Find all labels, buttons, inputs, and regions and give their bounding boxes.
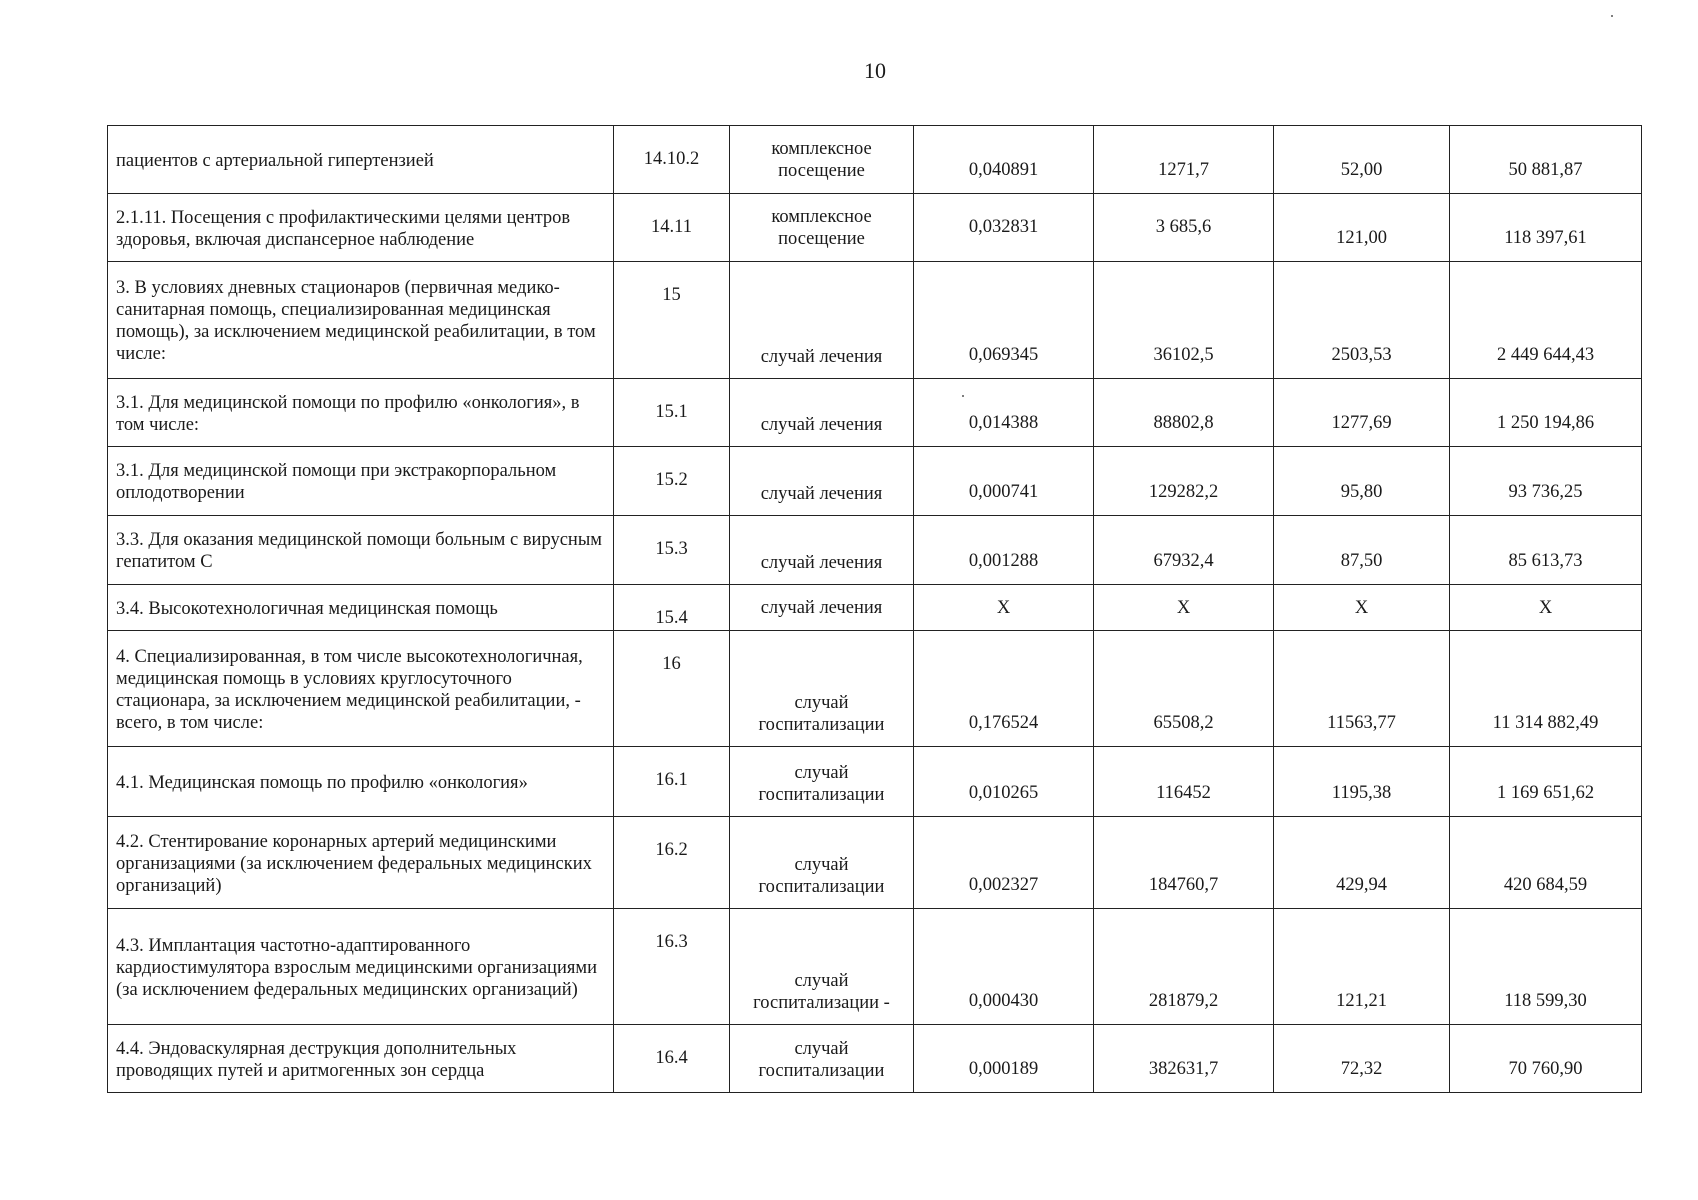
row-value-2: 184760,7: [1094, 817, 1274, 909]
row-value-4: 1 250 194,86: [1450, 379, 1642, 447]
row-code: 15.1: [614, 379, 730, 447]
row-value-2: 129282,2: [1094, 447, 1274, 516]
row-value-3: 429,94: [1274, 817, 1450, 909]
row-value-3: 121,00: [1274, 194, 1450, 262]
row-value-1: 0,000741: [914, 447, 1094, 516]
row-value-4: X: [1450, 585, 1642, 631]
row-description: 4.2. Стентирование коронарных артерий медицинскими организациями (за исключением федеральных медицинских организаций): [108, 817, 614, 909]
table-row: [108, 585, 1642, 631]
row-value-2: 65508,2: [1094, 631, 1274, 747]
row-value-2: 116452: [1094, 747, 1274, 817]
row-value-2: 281879,2: [1094, 909, 1274, 1025]
row-value-4: 118 599,30: [1450, 909, 1642, 1025]
row-value-4: 420 684,59: [1450, 817, 1642, 909]
row-value-1: X: [914, 585, 1094, 631]
table-row: [108, 194, 1642, 262]
row-description: 4.3. Имплантация частотно-адаптированного кардиостимулятора взрослым медицинскими организациями (за исключением федеральных медицинских организаций): [108, 909, 614, 1025]
row-unit: случай госпитализации: [730, 747, 914, 817]
row-description: 4.1. Медицинская помощь по профилю «онкология»: [108, 747, 614, 817]
row-description: 3. В условиях дневных стационаров (первичная медико-санитарная помощь, специализированная медицинская помощь), за исключением медицинской реабилитации, в том числе:: [108, 262, 614, 379]
row-unit: случай лечения: [730, 447, 914, 516]
row-description: 2.1.11. Посещения с профилактическими целями центров здоровья, включая диспансерное наблюдение: [108, 194, 614, 262]
row-code: 16.1: [614, 747, 730, 817]
row-code: 14.10.2: [614, 126, 730, 194]
row-code: 15.4: [614, 585, 730, 631]
table-row: [108, 909, 1642, 1025]
row-unit: случай госпитализации: [730, 817, 914, 909]
row-value-3: 11563,77: [1274, 631, 1450, 747]
row-value-4: 2 449 644,43: [1450, 262, 1642, 379]
row-value-3: 72,32: [1274, 1025, 1450, 1093]
row-value-4: 50 881,87: [1450, 126, 1642, 194]
row-value-4: 118 397,61: [1450, 194, 1642, 262]
row-description: 4.4. Эндоваскулярная деструкция дополнительных проводящих путей и аритмогенных зон сердца: [108, 1025, 614, 1093]
row-code: 16.4: [614, 1025, 730, 1093]
row-value-4: 11 314 882,49: [1450, 631, 1642, 747]
row-value-1: 0,032831: [914, 194, 1094, 262]
row-value-3: X: [1274, 585, 1450, 631]
row-code: 15.2: [614, 447, 730, 516]
row-value-3: 87,50: [1274, 516, 1450, 585]
row-unit: случай лечения: [730, 585, 914, 631]
row-code: 16.3: [614, 909, 730, 1025]
row-code: 15: [614, 262, 730, 379]
row-value-3: 52,00: [1274, 126, 1450, 194]
row-description: 4. Специализированная, в том числе высокотехнологичная, медицинская помощь в условиях круглосуточного стационара, за исключением медицинской реабилитации, - всего, в том числе:: [108, 631, 614, 747]
row-value-3: 95,80: [1274, 447, 1450, 516]
row-unit: случай госпитализации: [730, 1025, 914, 1093]
row-value-4: 85 613,73: [1450, 516, 1642, 585]
page-number: 10: [864, 58, 886, 83]
row-description: пациентов с артериальной гипертензией: [108, 126, 614, 194]
row-unit: комплексное посещение: [730, 194, 914, 262]
row-value-2: 1271,7: [1094, 126, 1274, 194]
row-value-1: 0,002327: [914, 817, 1094, 909]
row-value-2: X: [1094, 585, 1274, 631]
row-unit: случай лечения: [730, 379, 914, 447]
row-value-4: 93 736,25: [1450, 447, 1642, 516]
table-row: [108, 262, 1642, 379]
table-row: [108, 1025, 1642, 1093]
row-value-3: 1195,38: [1274, 747, 1450, 817]
row-description: 3.3. Для оказания медицинской помощи больным с вирусным гепатитом С: [108, 516, 614, 585]
row-value-1-text: 0,014388: [968, 413, 1039, 433]
row-unit: случай госпитализации: [730, 631, 914, 747]
row-value-1: 0,001288: [914, 516, 1094, 585]
data-table: [107, 125, 1642, 1093]
row-value-2: 3 685,6: [1094, 194, 1274, 262]
table-row: [108, 447, 1642, 516]
table-row: [108, 516, 1642, 585]
row-value-2: 88802,8: [1094, 379, 1274, 447]
row-value-1: [914, 379, 1094, 447]
row-value-4: 1 169 651,62: [1450, 747, 1642, 817]
row-code: 16.2: [614, 817, 730, 909]
table-row: [108, 379, 1642, 447]
row-unit: случай госпитализации -: [730, 909, 914, 1025]
row-unit: случай лечения: [730, 262, 914, 379]
row-value-3: 2503,53: [1274, 262, 1450, 379]
row-value-1: 0,069345: [914, 262, 1094, 379]
row-value-1: 0,000430: [914, 909, 1094, 1025]
row-description: 3.1. Для медицинской помощи при экстракорпоральном оплодотворении: [108, 447, 614, 516]
scan-speck: [1611, 15, 1613, 17]
row-value-2: 382631,7: [1094, 1025, 1274, 1093]
row-value-4: 70 760,90: [1450, 1025, 1642, 1093]
row-value-3: 121,21: [1274, 909, 1450, 1025]
table-row: [108, 747, 1642, 817]
row-description: 3.1. Для медицинской помощи по профилю «онкология», в том числе:: [108, 379, 614, 447]
row-value-3: 1277,69: [1274, 379, 1450, 447]
table-row: [108, 631, 1642, 747]
row-code: 14.11: [614, 194, 730, 262]
row-unit: случай лечения: [730, 516, 914, 585]
row-value-1: 0,176524: [914, 631, 1094, 747]
table-row: [108, 126, 1642, 194]
table-row: [108, 817, 1642, 909]
row-description: 3.4. Высокотехнологичная медицинская помощь: [108, 585, 614, 631]
row-value-2: 67932,4: [1094, 516, 1274, 585]
row-value-1: 0,000189: [914, 1025, 1094, 1093]
row-code: 15.3: [614, 516, 730, 585]
row-value-1: 0,040891: [914, 126, 1094, 194]
row-value-1: 0,010265: [914, 747, 1094, 817]
row-unit: комплексное посещение: [730, 126, 914, 194]
scan-speck: [962, 395, 964, 397]
row-code: 16: [614, 631, 730, 747]
row-value-2: 36102,5: [1094, 262, 1274, 379]
